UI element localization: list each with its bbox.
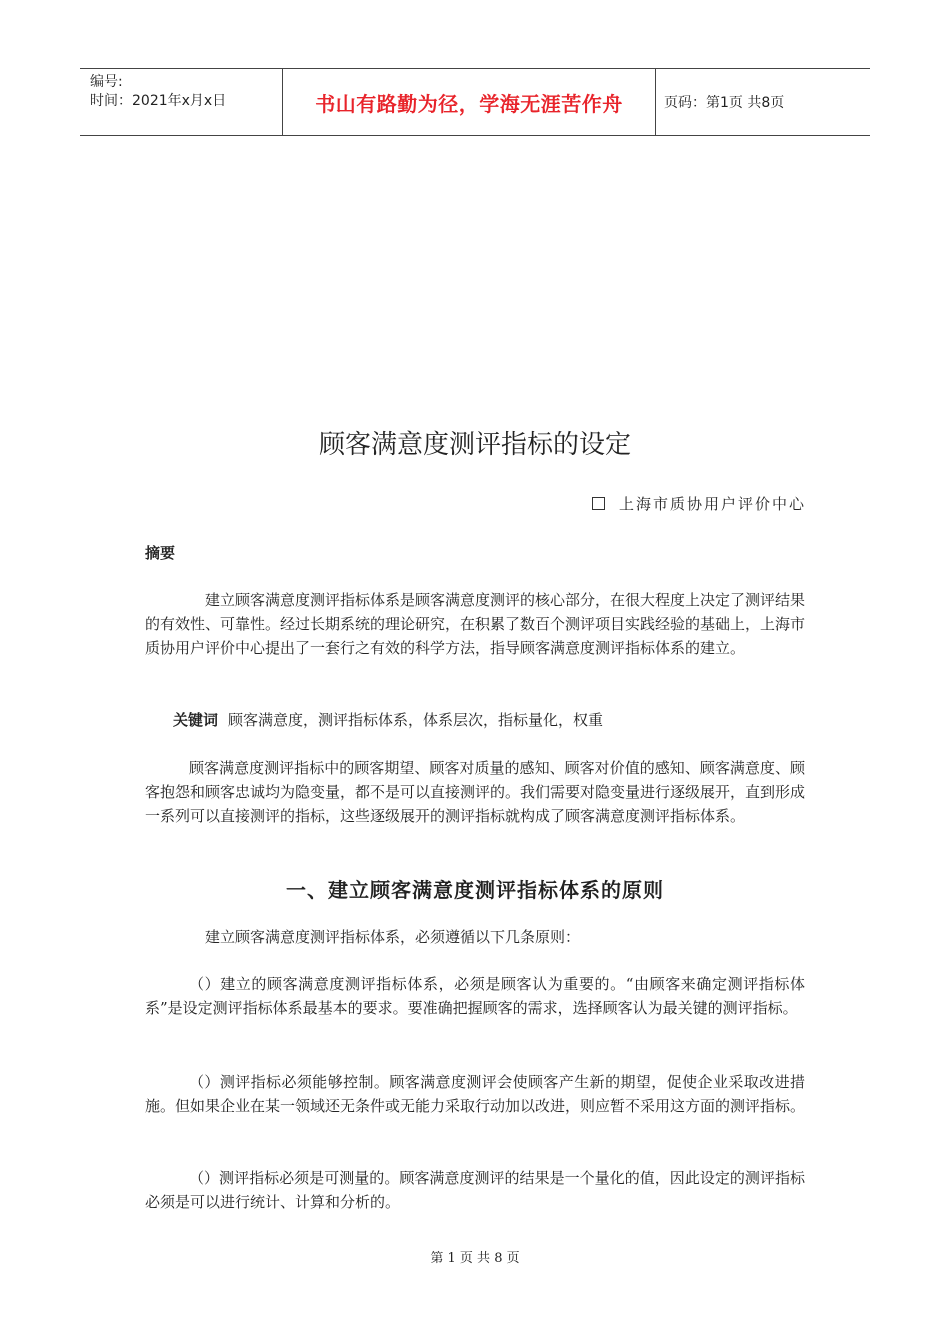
principle-item: （）建立的顾客满意度测评指标体系，必须是顾客认为重要的。“由顾客来确定测评指标体系”是设定测评指标体系最基本的要求。要准确把握顾客的需求，选择顾客认为最关键的测评指标。 bbox=[145, 975, 805, 1017]
keywords-label: 关键词 bbox=[173, 711, 219, 729]
author: 上海市质协用户评价中心 bbox=[618, 495, 806, 513]
document-title: 顾客满意度测评指标的设定 bbox=[318, 430, 631, 460]
checkbox-square-icon bbox=[592, 497, 605, 510]
time-label: 时间：2021年x月x日 bbox=[90, 93, 227, 109]
section-heading: 一、建立顾客满意度测评指标体系的原则 bbox=[286, 878, 664, 902]
author-line bbox=[592, 493, 806, 514]
page-footer: 第 1 页 共 8 页 bbox=[430, 1251, 520, 1266]
header-table bbox=[80, 68, 870, 136]
principle-item: （）测评指标必须是可测量的。顾客满意度测评的结果是一个量化的值，因此设定的测评指标必须是可以进行统计、计算和分析的。 bbox=[145, 1169, 805, 1211]
principle-item: （）测评指标必须能够控制。顾客满意度测评会使顾客产生新的期望，促使企业采取改进措施。但如果企业在某一领域还无条件或无能力采取行动加以改进，则应暂不采用这方面的测评指标。 bbox=[145, 1073, 806, 1115]
header-motto: 书山有路勤为径，学海无涯苦作舟 bbox=[315, 91, 623, 116]
number-label: 编号: bbox=[90, 74, 123, 90]
header-page-info: 页码：第1页 共8页 bbox=[664, 95, 785, 111]
intro-paragraph: 顾客满意度测评指标中的顾客期望、顾客对质量的感知、顾客对价值的感知、顾客满意度、顾客抱怨和顾客忠诚均为隐变量，都不是可以直接测评的。我们需要对隐变量进行逐级展开，直到形成一系列可以直接测评的指标，这些逐级展开的测评指标就构成了顾客满意度测评指标体系。 bbox=[145, 759, 806, 825]
abstract-text: 建立顾客满意度测评指标体系是顾客满意度测评的核心部分，在很大程度上决定了测评结果的有效性、可靠性。经过长期系统的理论研究，在积累了数百个测评项目实践经验的基础上，上海市质协用户评价中心提出了一套行之有效的科学方法，指导顾客满意度测评指标体系的建立。 bbox=[145, 591, 806, 657]
keywords-text: 顾客满意度，测评指标体系，体系层次，指标量化，权重 bbox=[228, 711, 604, 729]
keywords-line bbox=[173, 709, 603, 730]
header-motto-cell bbox=[282, 69, 656, 135]
section-lead: 建立顾客满意度测评指标体系，必须遵循以下几条原则： bbox=[205, 928, 581, 946]
abstract-label: 摘要 bbox=[145, 544, 176, 562]
header-meta bbox=[80, 69, 282, 135]
